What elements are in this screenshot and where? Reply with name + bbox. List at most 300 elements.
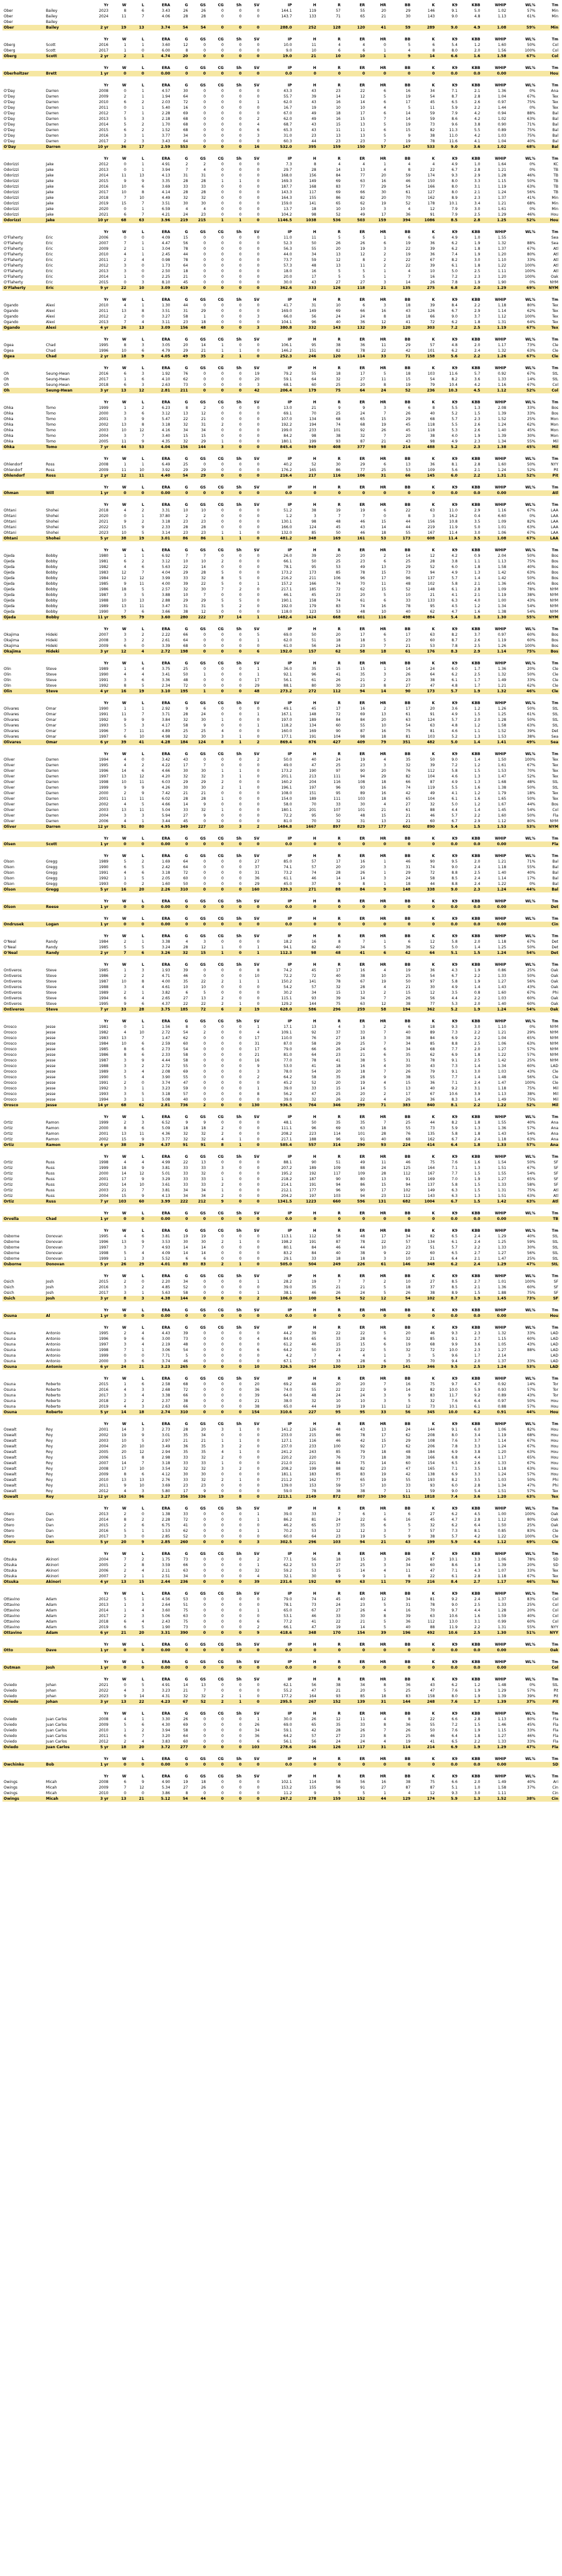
- column-header: ER: [359, 837, 366, 841]
- stat-cell: 11: [121, 14, 127, 19]
- stat-cell: 0: [221, 763, 224, 768]
- stat-cell: 0: [239, 417, 242, 421]
- stat-cell: 9.1: [451, 1058, 458, 1063]
- column-header: R: [338, 66, 341, 70]
- stat-cell: 1983: [99, 571, 109, 575]
- stat-cell: 33: [183, 1166, 188, 1170]
- column-header: WL%: [525, 1115, 536, 1119]
- stat-cell: 0: [124, 168, 127, 172]
- stat-cell: 35: [311, 667, 316, 671]
- season-row: [2, 791, 560, 796]
- stat-cell: Ohka: [4, 439, 14, 444]
- player-block: [2, 751, 560, 830]
- stat-cell: 8.0: [451, 185, 458, 189]
- stat-cell: 7.2: [451, 275, 458, 279]
- header-row: [2, 661, 560, 666]
- season-row: [2, 525, 560, 530]
- total-cell: 49%: [507, 740, 537, 745]
- stat-cell: 56: [311, 644, 316, 648]
- stat-cell: 60%: [527, 638, 536, 643]
- stat-cell: 1.92: [162, 372, 170, 376]
- stat-cell: 10: [360, 207, 366, 211]
- stat-cell: 36: [405, 945, 411, 950]
- season-row: [2, 133, 560, 139]
- total-cell: 2: [109, 53, 127, 59]
- column-header: G: [185, 627, 188, 631]
- stat-cell: 8.5: [451, 876, 458, 881]
- total-cell: 0.0: [459, 1313, 482, 1319]
- stat-cell: 68: [360, 423, 366, 427]
- stat-cell: 68: [183, 644, 188, 648]
- stat-cell: 2.45: [162, 252, 170, 257]
- stat-cell: 2: [142, 882, 144, 886]
- total-cell: 0: [207, 144, 225, 150]
- stat-cell: 0%: [529, 162, 536, 167]
- stat-cell: 0: [203, 638, 206, 643]
- stat-cell: 1: [124, 554, 127, 558]
- stat-cell: 1999: [99, 1121, 109, 1125]
- stat-cell: 13: [405, 1086, 411, 1091]
- total-cell: 62: [318, 649, 342, 654]
- stat-cell: 0: [221, 610, 224, 614]
- stat-cell: 104.1: [281, 320, 292, 324]
- total-cell: 52%: [507, 388, 537, 393]
- season-row: [2, 303, 560, 308]
- column-header: ER: [359, 157, 366, 161]
- stat-cell: 18.0: [283, 269, 292, 273]
- stat-cell: Ohka: [4, 428, 14, 433]
- stat-cell: 2: [142, 1285, 144, 1290]
- stat-cell: 1.1: [474, 559, 481, 564]
- header-row: [2, 37, 560, 42]
- stat-cell: Josh: [45, 1291, 54, 1295]
- column-header: Yr: [104, 1308, 109, 1313]
- stat-cell: 60: [336, 723, 341, 728]
- stat-cell: 67.0: [283, 111, 292, 116]
- column-header: Yr: [104, 1155, 109, 1159]
- stat-cell: 78: [430, 139, 435, 144]
- season-row: [2, 1080, 560, 1086]
- stat-cell: 0: [221, 139, 224, 144]
- stat-cell: 6.2: [451, 320, 458, 324]
- stat-cell: 4: [142, 672, 144, 677]
- stat-cell: 68: [430, 417, 435, 421]
- stat-cell: Bos: [551, 554, 558, 558]
- stat-cell: 1.68: [497, 780, 507, 784]
- stat-cell: 24: [360, 1047, 366, 1052]
- stat-cell: Gregg: [45, 876, 58, 881]
- stat-cell: 80%: [527, 303, 536, 308]
- season-row: [2, 779, 560, 785]
- total-cell: 157: [293, 649, 318, 654]
- stat-cell: Steve: [45, 684, 57, 688]
- career-total-row: [2, 1142, 560, 1148]
- stat-cell: LAD: [550, 1331, 558, 1336]
- stat-cell: 0: [221, 882, 224, 886]
- stat-cell: 2: [142, 559, 144, 564]
- stat-cell: 27: [336, 1036, 341, 1040]
- total-cell: 9: [127, 354, 145, 359]
- stat-cell: 10: [360, 106, 366, 110]
- stat-cell: 0: [239, 644, 242, 648]
- stat-cell: O'Flaherty: [4, 264, 24, 268]
- stat-cell: 1.52: [497, 729, 507, 733]
- stat-cell: 0: [239, 718, 242, 722]
- total-cell: Scott: [45, 841, 87, 847]
- stat-cell: 19: [201, 1234, 206, 1239]
- stat-cell: 19: [311, 106, 316, 110]
- total-cell: 394: [387, 218, 412, 223]
- stat-cell: Olson: [4, 871, 14, 875]
- stat-cell: Okajima: [4, 638, 19, 643]
- total-cell: 0: [366, 922, 387, 927]
- stat-cell: 0: [257, 14, 260, 19]
- stat-cell: 0: [257, 576, 260, 580]
- season-row: [2, 212, 560, 218]
- stat-cell: 36: [430, 241, 435, 245]
- stat-cell: 0: [257, 1245, 260, 1250]
- stat-cell: 0: [239, 264, 242, 268]
- total-cell: 14: [412, 53, 436, 59]
- stat-cell: 1: [142, 707, 144, 711]
- total-cell: Shohei: [45, 536, 87, 541]
- total-cell: 0: [366, 490, 387, 496]
- stat-cell: 0: [239, 1064, 242, 1068]
- stat-cell: 1995: [99, 1002, 109, 1006]
- stat-cell: 7.7: [451, 1171, 458, 1176]
- stat-cell: 13: [336, 264, 341, 268]
- stat-cell: 10: [381, 974, 386, 978]
- stat-cell: 68: [183, 128, 188, 132]
- stat-cell: 2008: [99, 89, 109, 93]
- total-cell: Bobby: [45, 615, 87, 620]
- stat-cell: 84: [336, 718, 341, 722]
- stat-cell: Ana: [551, 1137, 558, 1142]
- total-cell: 1.31: [481, 473, 507, 479]
- stat-cell: 53: [430, 644, 435, 648]
- stat-cell: Tex: [552, 774, 558, 779]
- stat-cell: 0: [203, 1081, 206, 1085]
- total-cell: 0: [293, 841, 318, 847]
- column-header: Sh: [236, 701, 242, 705]
- stat-cell: 197: [309, 1194, 316, 1198]
- season-row: [2, 1193, 560, 1199]
- stat-cell: 1: [221, 769, 224, 773]
- column-header: GS: [200, 1019, 206, 1024]
- stat-cell: 5.0: [451, 802, 458, 807]
- header-row: [2, 916, 560, 922]
- stat-cell: 39: [311, 94, 316, 99]
- column-header: CG: [218, 37, 224, 42]
- stat-cell: 1.37: [497, 247, 507, 251]
- stat-cell: 0: [257, 241, 260, 245]
- stat-cell: 81: [430, 729, 435, 733]
- stat-cell: Ohka: [4, 406, 14, 410]
- stat-cell: 0: [239, 763, 242, 768]
- stat-cell: 0: [221, 525, 224, 529]
- stat-cell: 44: [405, 520, 411, 524]
- stat-cell: 21: [430, 593, 435, 597]
- column-header: K9: [452, 1308, 458, 1313]
- stat-cell: Min: [551, 196, 558, 200]
- stat-cell: 213: [309, 774, 316, 779]
- stat-cell: 2.5: [474, 672, 481, 677]
- stat-cell: 0: [257, 1121, 260, 1125]
- stat-cell: Bos: [551, 576, 558, 580]
- stat-cell: 1986: [99, 587, 109, 592]
- stat-cell: 10: [405, 1257, 411, 1261]
- stat-cell: 9: [142, 1166, 144, 1170]
- column-header: R: [338, 1211, 341, 1216]
- stat-cell: 22: [201, 1002, 206, 1006]
- column-header: GS: [200, 157, 206, 161]
- stat-cell: 149: [309, 179, 316, 183]
- stat-cell: 34: [183, 428, 188, 433]
- stat-cell: 4.2: [474, 383, 481, 387]
- stat-cell: 2.3: [474, 275, 481, 279]
- stat-cell: 1981: [99, 1025, 109, 1029]
- column-header: G: [185, 1326, 188, 1330]
- stat-cell: 1.3: [474, 1194, 481, 1198]
- column-header: L: [142, 503, 144, 507]
- stat-cell: 2003: [99, 1188, 109, 1193]
- stat-cell: 9: [124, 582, 127, 586]
- stat-cell: 60: [183, 1042, 188, 1046]
- stat-cell: Ontiveros: [4, 985, 22, 989]
- stat-cell: Darren: [45, 106, 59, 110]
- stat-cell: Cle: [552, 343, 558, 347]
- column-header: W: [122, 1155, 127, 1159]
- total-cell: 91: [172, 1142, 190, 1148]
- stat-cell: 10: [121, 349, 127, 353]
- total-cell: 0.0: [260, 71, 293, 76]
- column-header: Sh: [236, 298, 242, 302]
- total-cell: 0: [109, 904, 127, 910]
- stat-cell: 61%: [527, 14, 536, 19]
- stat-cell: 4.99: [162, 1160, 170, 1165]
- stat-cell: 7: [384, 644, 386, 648]
- stat-cell: 29.7: [283, 168, 292, 172]
- stat-cell: 8: [362, 258, 366, 262]
- stat-cell: Darren: [45, 763, 59, 768]
- column-header: GS: [200, 66, 206, 70]
- column-header: L: [142, 1115, 144, 1119]
- total-cell: 1.9: [459, 1296, 482, 1301]
- stat-cell: 1: [384, 882, 386, 886]
- stat-cell: 12: [121, 571, 127, 575]
- total-cell: 144: [172, 1296, 190, 1301]
- column-header: CG: [218, 701, 224, 705]
- stat-cell: 1: [257, 667, 260, 671]
- total-cell: 173: [412, 689, 436, 694]
- total-cell: [507, 841, 537, 847]
- column-header: [2, 83, 45, 88]
- stat-cell: 19: [405, 383, 411, 387]
- stat-cell: 9.2: [451, 1086, 458, 1091]
- stat-cell: 0: [221, 1280, 224, 1284]
- stat-cell: 0: [239, 1194, 242, 1198]
- stat-cell: 0: [221, 303, 224, 308]
- column-header: [2, 1154, 45, 1160]
- stat-cell: 9: [257, 1064, 260, 1068]
- total-cell: 1.53: [481, 824, 507, 830]
- stat-cell: 33%: [527, 258, 536, 262]
- stat-cell: 18.2: [283, 940, 292, 944]
- stat-cell: 12: [360, 94, 366, 99]
- stat-cell: 1.36: [497, 1126, 507, 1130]
- stat-cell: 156: [427, 520, 435, 524]
- stat-cell: 1: [142, 162, 144, 167]
- column-header: IP: [287, 366, 292, 370]
- column-header: K: [431, 503, 435, 507]
- column-header: ERA: [162, 66, 170, 70]
- stat-cell: 2.88: [162, 598, 170, 603]
- column-header: IP: [287, 661, 292, 666]
- stat-cell: 6: [124, 372, 127, 376]
- total-cell: 409: [342, 740, 366, 745]
- stat-cell: 4: [221, 729, 224, 733]
- stat-cell: 0: [221, 1036, 224, 1040]
- stat-cell: 3: [124, 411, 127, 416]
- stat-cell: 32: [201, 1132, 206, 1136]
- stat-cell: 28: [360, 1337, 366, 1341]
- column-header: K: [431, 1274, 435, 1278]
- stat-cell: 0: [257, 587, 260, 592]
- stat-cell: 68: [405, 1137, 411, 1142]
- stat-cell: Jake: [45, 179, 54, 183]
- stat-cell: 10: [336, 303, 341, 308]
- total-cell: 215: [189, 218, 207, 223]
- stat-cell: 1.9: [474, 1177, 481, 1181]
- stat-cell: 50%: [527, 718, 536, 722]
- stat-cell: 0: [384, 514, 386, 518]
- stat-cell: 52%: [527, 774, 536, 779]
- total-cell: 1: [207, 950, 225, 956]
- column-header: GS: [200, 934, 206, 938]
- stat-cell: 1996: [99, 769, 109, 773]
- column-header: CG: [218, 854, 224, 858]
- column-header: Tm: [551, 1115, 558, 1119]
- total-cell: 299: [342, 1102, 366, 1108]
- stat-cell: 72.2: [283, 814, 292, 818]
- total-cell: 1 yr: [87, 71, 110, 76]
- total-cell: 54: [172, 473, 190, 479]
- stat-cell: 83: [336, 604, 341, 608]
- stat-cell: 12: [139, 1171, 144, 1176]
- stat-cell: 38: [405, 1036, 411, 1040]
- stat-cell: 108: [357, 780, 366, 784]
- stat-cell: 4.09: [162, 236, 170, 240]
- stat-cell: 0: [221, 173, 224, 178]
- total-cell: 1: [127, 53, 145, 59]
- stat-cell: 68%: [527, 201, 536, 206]
- stat-cell: 6: [142, 377, 144, 382]
- total-cell: 64: [412, 950, 436, 956]
- stat-cell: 15: [121, 1194, 127, 1198]
- stat-cell: [260, 19, 293, 25]
- stat-cell: 3: [257, 1070, 260, 1074]
- stat-cell: TB: [553, 179, 558, 183]
- column-header: KBB: [471, 1019, 481, 1024]
- column-header: HR: [380, 457, 386, 461]
- stat-cell: 0: [203, 1047, 206, 1052]
- column-header: Yr: [104, 917, 109, 921]
- season-row: [2, 774, 560, 779]
- stat-cell: 0: [221, 417, 224, 421]
- stat-cell: Antonio: [45, 1337, 60, 1341]
- stat-cell: 3: [124, 638, 127, 643]
- column-header: L: [142, 485, 144, 490]
- stat-cell: O'Day: [4, 111, 16, 116]
- stat-cell: 10.0: [283, 43, 292, 47]
- stat-cell: NYM: [550, 819, 558, 823]
- stat-cell: 9.3: [451, 173, 458, 178]
- stat-cell: 21: [381, 439, 386, 444]
- column-header: GS: [200, 963, 206, 967]
- stat-cell: 3.60: [162, 43, 170, 47]
- stat-cell: 10: [201, 985, 206, 989]
- column-header: W: [122, 37, 127, 42]
- stat-cell: 1: [142, 991, 144, 995]
- column-header: H: [313, 1274, 316, 1278]
- total-cell: 12 yr: [87, 824, 110, 830]
- column-header: W: [122, 157, 127, 161]
- stat-cell: 22: [201, 979, 206, 984]
- stat-cell: 26: [360, 871, 366, 875]
- column-header: [45, 65, 87, 71]
- stat-cell: SF: [553, 1285, 558, 1290]
- total-cell: 1.45: [481, 1296, 507, 1301]
- stat-cell: 1: [239, 349, 242, 353]
- total-cell: 0: [318, 841, 342, 847]
- column-header: [45, 916, 87, 922]
- stat-cell: 23: [336, 139, 341, 144]
- player-stats-table: [2, 1308, 560, 1319]
- career-total-row: [2, 740, 560, 745]
- column-header: Tm: [551, 854, 558, 858]
- stat-cell: 32: [201, 808, 206, 812]
- stat-cell: Tomo: [45, 423, 56, 427]
- stat-cell: 27: [405, 684, 411, 688]
- stat-cell: 0: [239, 434, 242, 438]
- stat-cell: 6: [362, 303, 366, 308]
- stat-cell: 2021: [99, 520, 109, 524]
- stat-cell: 33: [183, 1183, 188, 1187]
- stat-cell: 42: [405, 791, 411, 795]
- stat-cell: 24: [183, 213, 188, 217]
- stat-cell: 0: [203, 258, 206, 262]
- stat-cell: 0: [221, 667, 224, 671]
- total-cell: 1.24: [481, 887, 507, 892]
- stat-cell: 1.6: [474, 786, 481, 790]
- total-cell: 395: [293, 144, 318, 150]
- stat-cell: 2.92: [162, 707, 170, 711]
- stat-cell: 6.2: [451, 349, 458, 353]
- stat-cell: 214.1: [281, 1183, 292, 1187]
- stat-cell: 4.85: [162, 1285, 170, 1290]
- header-row: [2, 548, 560, 553]
- stat-cell: 0: [221, 1058, 224, 1063]
- stat-cell: [109, 19, 127, 25]
- stat-cell: Ohtani: [4, 531, 17, 535]
- stat-cell: 0: [221, 1092, 224, 1096]
- stat-cell: 23: [336, 89, 341, 93]
- stat-cell: 3.5: [451, 991, 458, 995]
- total-cell: 271: [293, 887, 318, 892]
- column-header: K9: [452, 298, 458, 302]
- stat-cell: LAA: [551, 525, 558, 529]
- stat-cell: 18: [336, 638, 341, 643]
